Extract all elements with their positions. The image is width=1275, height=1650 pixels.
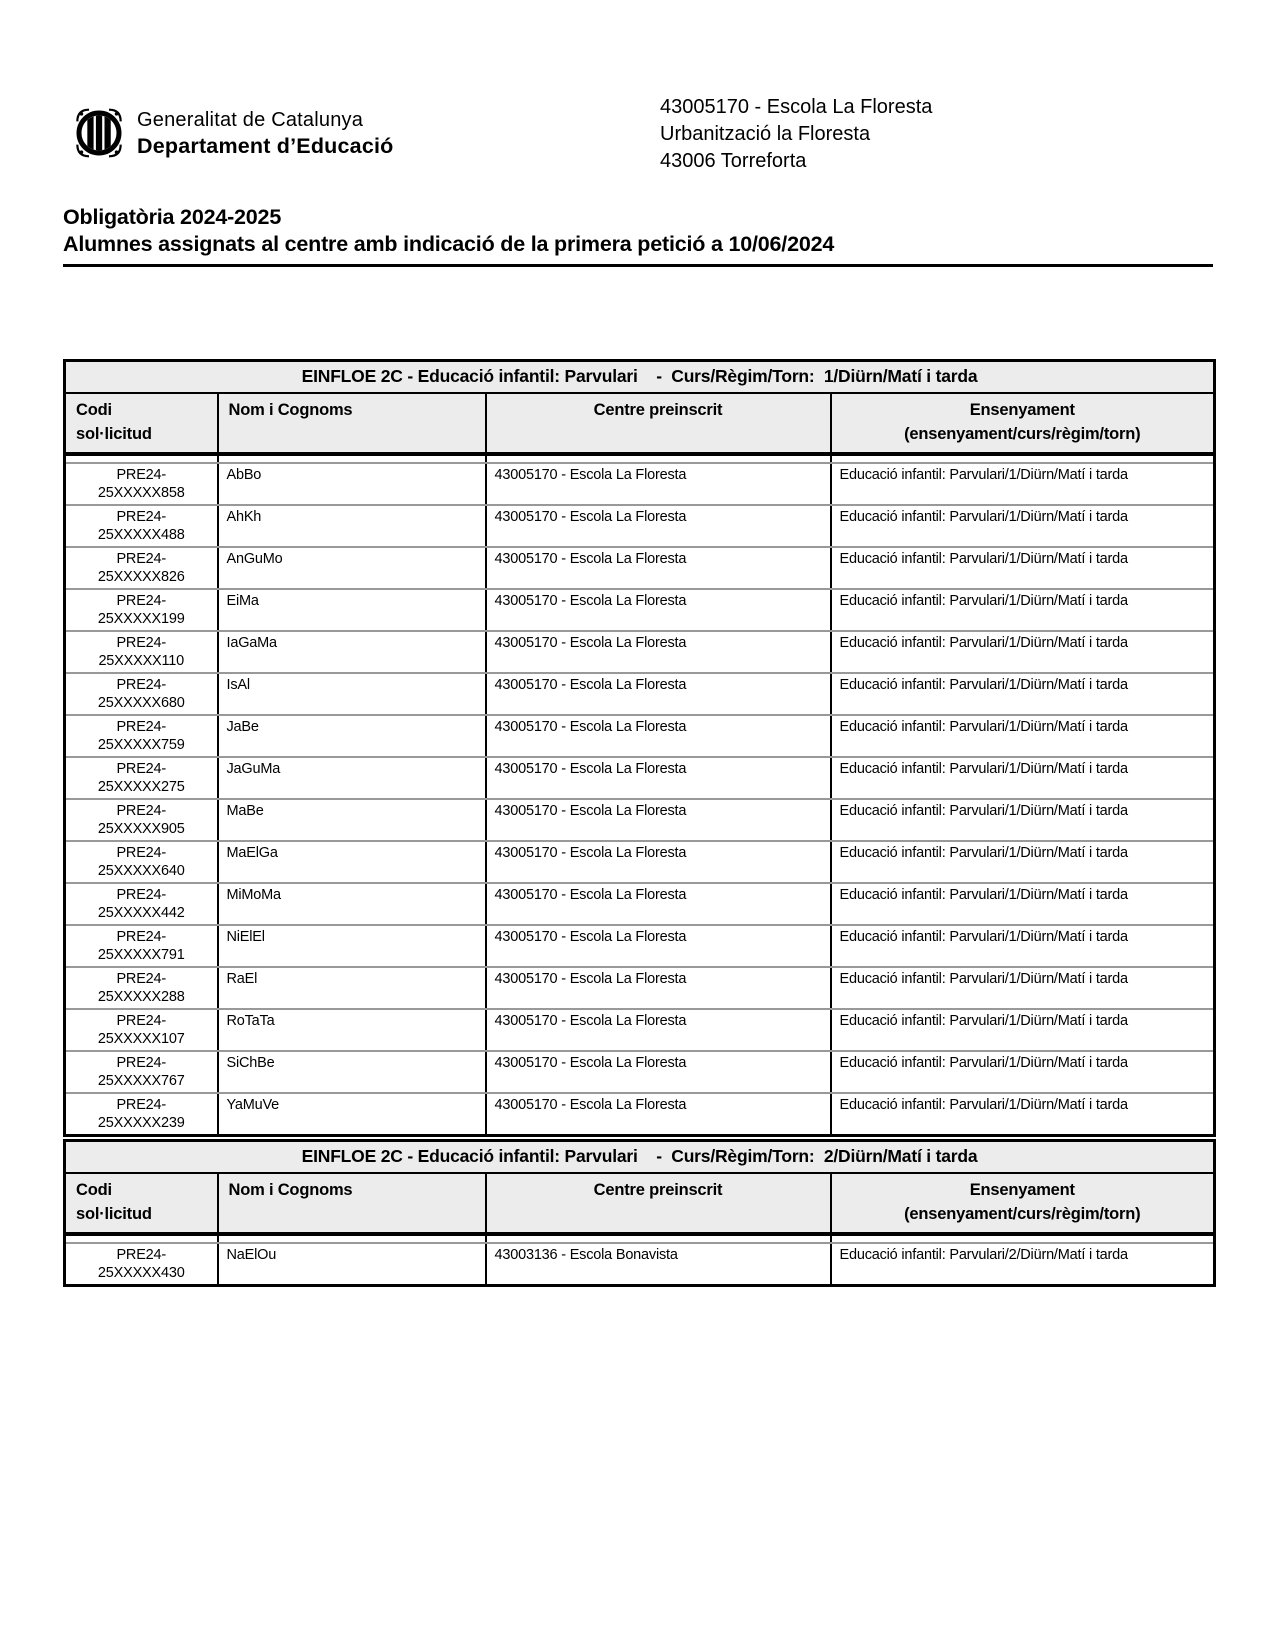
table-row — [65, 589, 1215, 631]
request-code-cell — [65, 715, 218, 757]
document-title-line2: Alumnes assignats al centre amb indicació de la primera petició a 10/06/2024 — [63, 231, 835, 256]
preinscribed-center-cell: 43005170 - Escola La Floresta — [486, 631, 831, 673]
request-code-line1: PRE24- — [116, 761, 167, 777]
request-code-cell — [65, 589, 218, 631]
request-code-line2: 25XXXXX905 — [97, 820, 185, 837]
brand-line-generalitat: Generalitat de Catalunya — [137, 108, 364, 131]
school-code-name: 43005170 - Escola La Floresta — [660, 96, 933, 118]
assignment-table-2 — [63, 1139, 1216, 1287]
table-row — [65, 547, 1215, 589]
table-row — [65, 925, 1215, 967]
brand-text — [137, 108, 394, 159]
table-group-title: EINFLOE 2C - Educació infantil: Parvulari - Curs/Règim/Torn: 1/Diürn/Matí i tarda — [65, 361, 1215, 394]
table-row — [65, 505, 1215, 547]
request-code-line1: PRE24- — [116, 1055, 167, 1071]
assignment-table-group-1 — [63, 359, 1216, 1137]
table-row — [65, 1051, 1215, 1093]
education-program-cell: Educació infantil: Parvulari/1/Diürn/Matí i tarda — [831, 967, 1215, 1009]
preinscribed-center-cell: 43005170 - Escola La Floresta — [486, 505, 831, 547]
request-code-line1: PRE24- — [116, 929, 167, 945]
table-row — [65, 1009, 1215, 1051]
column-header-codi: Codi sol·licitud — [65, 393, 218, 454]
education-program-cell: Educació infantil: Parvulari/1/Diürn/Matí i tarda — [831, 1093, 1215, 1136]
education-program-cell: Educació infantil: Parvulari/1/Diürn/Matí i tarda — [831, 799, 1215, 841]
request-code-cell — [65, 1093, 218, 1136]
preinscribed-center-cell: 43005170 - Escola La Floresta — [486, 673, 831, 715]
request-code-cell — [65, 841, 218, 883]
student-name-cell: YaMuVe — [218, 1093, 486, 1136]
request-code-cell — [65, 1243, 218, 1286]
request-code-line1: PRE24- — [116, 593, 167, 609]
student-name-cell: IaGaMa — [218, 631, 486, 673]
table-row — [65, 757, 1215, 799]
request-code-cell — [65, 925, 218, 967]
column-header-codi: Codi sol·licitud — [65, 1173, 218, 1234]
column-header-nom: Nom i Cognoms — [218, 393, 486, 454]
request-code-line2: 25XXXXX858 — [97, 484, 185, 501]
request-code-line2: 25XXXXX199 — [97, 610, 185, 627]
table-row — [65, 841, 1215, 883]
request-code-line2: 25XXXXX239 — [97, 1114, 185, 1131]
assignment-table-group-2 — [63, 1139, 1216, 1287]
column-header-ensenyament: Ensenyament (ensenyament/curs/règim/torn) — [831, 393, 1215, 454]
student-name-cell: RaEl — [218, 967, 486, 1009]
education-program-cell: Educació infantil: Parvulari/1/Diürn/Matí i tarda — [831, 463, 1215, 505]
student-name-cell: EiMa — [218, 589, 486, 631]
student-name-cell: NaElOu — [218, 1243, 486, 1286]
table-row — [65, 463, 1215, 505]
preinscribed-center-cell: 43005170 - Escola La Floresta — [486, 715, 831, 757]
education-program-cell: Educació infantil: Parvulari/1/Diürn/Matí i tarda — [831, 505, 1215, 547]
education-program-cell: Educació infantil: Parvulari/1/Diürn/Matí i tarda — [831, 1009, 1215, 1051]
header-gap-row — [65, 1234, 1215, 1243]
student-name-cell: RoTaTa — [218, 1009, 486, 1051]
request-code-cell — [65, 631, 218, 673]
education-program-cell: Educació infantil: Parvulari/1/Diürn/Matí i tarda — [831, 631, 1215, 673]
request-code-cell — [65, 883, 218, 925]
request-code-cell — [65, 505, 218, 547]
brand-line-departament: Departament d’Educació — [137, 133, 394, 158]
column-header-centre: Centre preinscrit — [486, 1173, 831, 1234]
document-title — [63, 204, 1213, 267]
education-program-cell: Educació infantil: Parvulari/1/Diürn/Matí i tarda — [831, 547, 1215, 589]
student-name-cell: AnGuMo — [218, 547, 486, 589]
education-program-cell: Educació infantil: Parvulari/1/Diürn/Matí i tarda — [831, 841, 1215, 883]
student-name-cell: MaBe — [218, 799, 486, 841]
brand-header — [74, 106, 394, 160]
table-header-row — [65, 1173, 1215, 1234]
request-code-line2: 25XXXXX110 — [98, 652, 185, 669]
education-program-cell: Educació infantil: Parvulari/1/Diürn/Matí i tarda — [831, 673, 1215, 715]
senyera-shield-icon — [74, 106, 124, 160]
education-program-cell: Educació infantil: Parvulari/1/Diürn/Matí i tarda — [831, 757, 1215, 799]
school-city: 43006 Torreforta — [660, 150, 807, 172]
request-code-line1: PRE24- — [116, 551, 167, 567]
assignment-table-1 — [63, 359, 1216, 1137]
document-title-line1: Obligatòria 2024-2025 — [63, 205, 282, 229]
education-program-cell: Educació infantil: Parvulari/1/Diürn/Matí i tarda — [831, 925, 1215, 967]
table-row — [65, 1243, 1215, 1286]
request-code-line1: PRE24- — [116, 971, 167, 987]
preinscribed-center-cell: 43005170 - Escola La Floresta — [486, 1093, 831, 1136]
request-code-line1: PRE24- — [116, 1013, 167, 1029]
request-code-line2: 25XXXXX759 — [97, 736, 185, 753]
student-name-cell: AhKh — [218, 505, 486, 547]
request-code-line2: 25XXXXX275 — [97, 778, 185, 795]
request-code-cell — [65, 757, 218, 799]
student-name-cell: IsAl — [218, 673, 486, 715]
student-name-cell: AbBo — [218, 463, 486, 505]
request-code-cell — [65, 463, 218, 505]
education-program-cell: Educació infantil: Parvulari/1/Diürn/Matí i tarda — [831, 589, 1215, 631]
request-code-cell — [65, 1009, 218, 1051]
request-code-line2: 25XXXXX488 — [97, 526, 185, 543]
table-row — [65, 1093, 1215, 1136]
request-code-cell — [65, 799, 218, 841]
request-code-line2: 25XXXXX107 — [97, 1030, 185, 1047]
student-name-cell: JaBe — [218, 715, 486, 757]
request-code-line2: 25XXXXX826 — [97, 568, 185, 585]
education-program-cell: Educació infantil: Parvulari/1/Diürn/Matí i tarda — [831, 883, 1215, 925]
request-code-cell — [65, 967, 218, 1009]
column-header-ensenyament: Ensenyament (ensenyament/curs/règim/torn) — [831, 1173, 1215, 1234]
preinscribed-center-cell: 43005170 - Escola La Floresta — [486, 547, 831, 589]
table-row — [65, 883, 1215, 925]
request-code-line2: 25XXXXX288 — [97, 988, 185, 1005]
request-code-cell — [65, 1051, 218, 1093]
request-code-line2: 25XXXXX430 — [97, 1264, 185, 1281]
request-code-cell — [65, 673, 218, 715]
request-code-line1: PRE24- — [116, 887, 167, 903]
preinscribed-center-cell: 43005170 - Escola La Floresta — [486, 589, 831, 631]
request-code-line1: PRE24- — [116, 509, 167, 525]
column-header-centre: Centre preinscrit — [486, 393, 831, 454]
preinscribed-center-cell: 43005170 - Escola La Floresta — [486, 883, 831, 925]
preinscribed-center-cell: 43005170 - Escola La Floresta — [486, 799, 831, 841]
table-group-title: EINFLOE 2C - Educació infantil: Parvulari - Curs/Règim/Torn: 2/Diürn/Matí i tarda — [65, 1141, 1215, 1174]
request-code-line1: PRE24- — [116, 635, 167, 651]
request-code-line2: 25XXXXX640 — [97, 862, 185, 879]
request-code-cell — [65, 547, 218, 589]
student-name-cell: MaElGa — [218, 841, 486, 883]
request-code-line2: 25XXXXX767 — [97, 1072, 185, 1089]
student-name-cell: NiElEl — [218, 925, 486, 967]
preinscribed-center-cell: 43005170 - Escola La Floresta — [486, 967, 831, 1009]
request-code-line2: 25XXXXX680 — [97, 694, 185, 711]
preinscribed-center-cell: 43005170 - Escola La Floresta — [486, 1009, 831, 1051]
preinscribed-center-cell: 43003136 - Escola Bonavista — [486, 1243, 831, 1286]
column-header-nom: Nom i Cognoms — [218, 1173, 486, 1234]
table-header-row — [65, 393, 1215, 454]
request-code-line1: PRE24- — [116, 677, 167, 693]
header-gap-row — [65, 454, 1215, 463]
table-row — [65, 967, 1215, 1009]
student-name-cell: MiMoMa — [218, 883, 486, 925]
request-code-line1: PRE24- — [116, 719, 167, 735]
request-code-line2: 25XXXXX791 — [97, 946, 185, 963]
preinscribed-center-cell: 43005170 - Escola La Floresta — [486, 757, 831, 799]
student-name-cell: SiChBe — [218, 1051, 486, 1093]
school-address-block — [660, 94, 932, 175]
request-code-line1: PRE24- — [116, 1097, 167, 1113]
request-code-line1: PRE24- — [116, 803, 167, 819]
table-row — [65, 715, 1215, 757]
table-row — [65, 799, 1215, 841]
school-street: Urbanització la Floresta — [660, 123, 871, 145]
preinscribed-center-cell: 43005170 - Escola La Floresta — [486, 1051, 831, 1093]
student-name-cell: JaGuMa — [218, 757, 486, 799]
preinscribed-center-cell: 43005170 - Escola La Floresta — [486, 925, 831, 967]
request-code-line1: PRE24- — [116, 1247, 167, 1263]
education-program-cell: Educació infantil: Parvulari/1/Diürn/Matí i tarda — [831, 715, 1215, 757]
request-code-line1: PRE24- — [116, 845, 167, 861]
preinscribed-center-cell: 43005170 - Escola La Floresta — [486, 841, 831, 883]
preinscribed-center-cell: 43005170 - Escola La Floresta — [486, 463, 831, 505]
table-group-title-row — [65, 1141, 1215, 1174]
request-code-line2: 25XXXXX442 — [97, 904, 185, 921]
table-row — [65, 631, 1215, 673]
education-program-cell: Educació infantil: Parvulari/2/Diürn/Matí i tarda — [831, 1243, 1215, 1286]
request-code-line1: PRE24- — [116, 467, 167, 483]
education-program-cell: Educació infantil: Parvulari/1/Diürn/Matí i tarda — [831, 1051, 1215, 1093]
table-group-title-row — [65, 361, 1215, 394]
table-row — [65, 673, 1215, 715]
